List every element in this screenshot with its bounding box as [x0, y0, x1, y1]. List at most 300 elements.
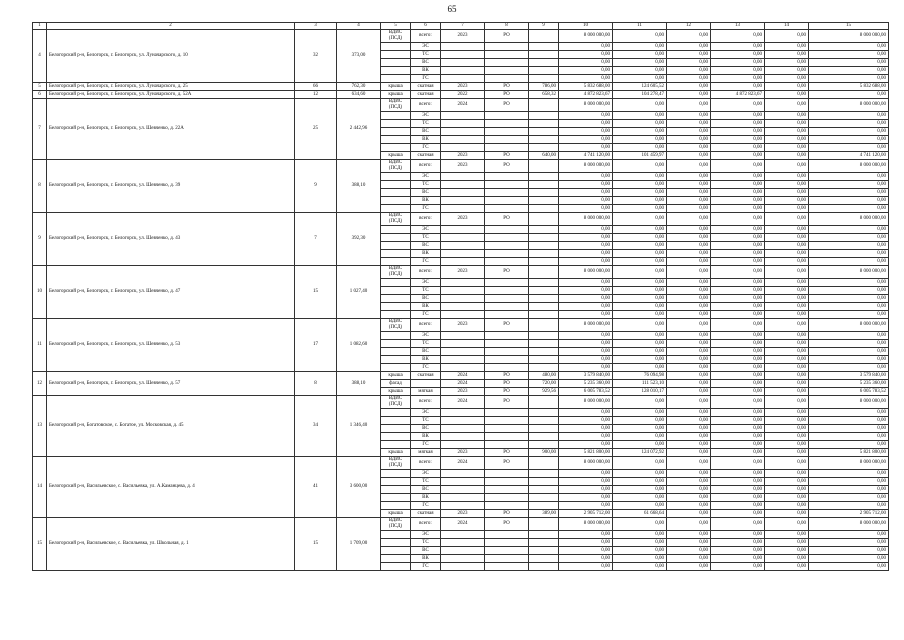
year-cell [441, 189, 485, 197]
work-subtype-cell: ВК [411, 250, 441, 258]
value-cell: 0,00 [765, 486, 809, 494]
value-cell: 0,00 [809, 303, 889, 311]
work-type-cell [381, 555, 411, 563]
value-cell: 3 579 840,00 [559, 372, 613, 380]
value-cell: 0,00 [711, 380, 765, 388]
work-subtype-cell: ВС [411, 242, 441, 250]
quantity-cell [529, 51, 559, 59]
value-cell: 3 579 840,00 [809, 372, 889, 380]
work-subtype-cell: ВК [411, 494, 441, 502]
quantity-cell [529, 67, 559, 75]
value-cell: 0,00 [711, 348, 765, 356]
work-subtype-cell: ЭС [411, 409, 441, 417]
quantity-cell [529, 181, 559, 189]
value-cell: 0,00 [711, 518, 765, 531]
year-cell: 2023 [441, 160, 485, 173]
row-number-cell: 7 [33, 99, 47, 160]
value-cell: 0,00 [809, 91, 889, 99]
value-cell: 0,00 [667, 539, 711, 547]
value-cell: 0,00 [711, 332, 765, 340]
column-number-cell: 11 [613, 23, 667, 30]
value-cell: 0,00 [667, 258, 711, 266]
quantity-cell [529, 43, 559, 51]
year-cell [441, 433, 485, 441]
value-cell: 8 000 000,00 [559, 160, 613, 173]
value-cell: 0,00 [711, 242, 765, 250]
value-cell: 0,00 [765, 348, 809, 356]
source-cell: РО [485, 99, 529, 112]
value-cell: 0,00 [809, 356, 889, 364]
value-cell: 0,00 [667, 364, 711, 372]
work-subtype-cell: ЭС [411, 470, 441, 478]
quantity-cell [529, 295, 559, 303]
table-row [33, 266, 889, 279]
work-type-cell [381, 364, 411, 372]
work-subtype-cell: всего: [411, 213, 441, 226]
value-cell: 0,00 [613, 348, 667, 356]
work-type-cell [381, 279, 411, 287]
value-cell: 0,00 [667, 563, 711, 571]
value-cell: 0,00 [613, 266, 667, 279]
value-cell: 0,00 [809, 311, 889, 319]
value-cell: 104 278,47 [613, 91, 667, 99]
work-subtype-cell: всего: [411, 457, 441, 470]
work-subtype-cell: ТС [411, 120, 441, 128]
source-cell: РО [485, 518, 529, 531]
year-cell: 2023 [441, 319, 485, 332]
source-cell: РО [485, 213, 529, 226]
address-cell: Белогорский р-н, Васильевское, с. Васильевка, ул. Школьная, д. 1 [47, 518, 295, 571]
value-cell: 0,00 [667, 396, 711, 409]
value-cell: 76 094,98 [613, 372, 667, 380]
source-cell [485, 486, 529, 494]
value-cell: 8 000 000,00 [559, 396, 613, 409]
work-subtype-cell: скатная [411, 510, 441, 518]
source-cell: РО [485, 388, 529, 396]
value-cell: 0,00 [667, 205, 711, 213]
value-cell: 5 832 688,00 [809, 83, 889, 91]
value-cell: 0,00 [809, 295, 889, 303]
value-cell: 0,00 [559, 226, 613, 234]
value-cell: 0,00 [559, 531, 613, 539]
repair-schedule-table [32, 22, 889, 571]
column-number-cell: 10 [559, 23, 613, 30]
value-cell: 0,00 [667, 380, 711, 388]
value-cell: 0,00 [711, 59, 765, 67]
value-cell: 6 005 783,52 [559, 388, 613, 396]
year-cell [441, 128, 485, 136]
value-cell: 0,00 [667, 295, 711, 303]
value-cell: 0,00 [809, 189, 889, 197]
work-type-cell: ВДИС (ПСД) [381, 160, 411, 173]
value-cell: 111 523,10 [613, 380, 667, 388]
work-subtype-cell: ВС [411, 348, 441, 356]
work-type-cell [381, 441, 411, 449]
source-cell [485, 555, 529, 563]
address-cell: Белогорский р-н, Белогорск, г. Белогорск, ул. Шевченко, д. 57 [47, 372, 295, 396]
value-cell: 0,00 [667, 250, 711, 258]
year-cell [441, 287, 485, 295]
value-cell: 0,00 [711, 120, 765, 128]
value-cell: 0,00 [711, 99, 765, 112]
col4-cell: 388,10 [337, 160, 381, 213]
source-cell [485, 128, 529, 136]
value-cell: 0,00 [613, 470, 667, 478]
year-cell [441, 120, 485, 128]
work-subtype-cell: ТС [411, 340, 441, 348]
source-cell [485, 112, 529, 120]
year-cell [441, 547, 485, 555]
quantity-cell [529, 287, 559, 295]
year-cell [441, 348, 485, 356]
value-cell: 0,00 [711, 555, 765, 563]
value-cell: 0,00 [559, 250, 613, 258]
quantity-cell [529, 258, 559, 266]
work-subtype-cell: всего: [411, 160, 441, 173]
table-row [33, 319, 889, 332]
column-number-cell: 15 [809, 23, 889, 30]
value-cell: 8 000 000,00 [809, 99, 889, 112]
value-cell: 0,00 [667, 67, 711, 75]
year-cell [441, 75, 485, 83]
value-cell: 0,00 [809, 226, 889, 234]
work-type-cell: крыша [381, 372, 411, 380]
value-cell: 0,00 [667, 441, 711, 449]
value-cell: 0,00 [559, 433, 613, 441]
value-cell: 4 872 823,67 [711, 91, 765, 99]
value-cell: 0,00 [667, 266, 711, 279]
year-cell [441, 181, 485, 189]
quantity-cell [529, 30, 559, 43]
year-cell [441, 478, 485, 486]
work-type-cell: крыша [381, 83, 411, 91]
value-cell: 0,00 [559, 409, 613, 417]
year-cell [441, 332, 485, 340]
address-cell: Белогорский р-н, Васильевское, с. Васильевка, ул. А.Каманцева, д. 4 [47, 457, 295, 518]
table-row [33, 396, 889, 409]
value-cell: 8 000 000,00 [559, 319, 613, 332]
work-type-cell [381, 51, 411, 59]
value-cell: 0,00 [667, 30, 711, 43]
quantity-cell [529, 417, 559, 425]
value-cell: 0,00 [613, 396, 667, 409]
value-cell: 0,00 [765, 388, 809, 396]
source-cell: РО [485, 266, 529, 279]
source-cell: РО [485, 160, 529, 173]
col4-cell: 2 442,96 [337, 99, 381, 160]
work-subtype-cell: ВС [411, 486, 441, 494]
value-cell: 0,00 [711, 30, 765, 43]
column-number-row [33, 23, 889, 30]
value-cell: 0,00 [613, 279, 667, 287]
work-type-cell: крыша [381, 388, 411, 396]
value-cell: 0,00 [809, 417, 889, 425]
value-cell: 0,00 [613, 128, 667, 136]
value-cell: 0,00 [667, 189, 711, 197]
value-cell: 0,00 [711, 136, 765, 144]
value-cell: 0,00 [809, 43, 889, 51]
value-cell: 0,00 [765, 396, 809, 409]
source-cell: РО [485, 457, 529, 470]
value-cell: 0,00 [667, 144, 711, 152]
source-cell [485, 417, 529, 425]
value-cell: 0,00 [667, 173, 711, 181]
quantity-cell [529, 250, 559, 258]
value-cell: 0,00 [559, 441, 613, 449]
value-cell: 0,00 [613, 539, 667, 547]
work-subtype-cell: ГС [411, 364, 441, 372]
value-cell: 0,00 [711, 510, 765, 518]
value-cell: 0,00 [613, 120, 667, 128]
value-cell: 0,00 [765, 364, 809, 372]
year-cell [441, 563, 485, 571]
work-subtype-cell: ВС [411, 189, 441, 197]
work-subtype-cell: ТС [411, 478, 441, 486]
year-cell: 2023 [441, 388, 485, 396]
year-cell [441, 356, 485, 364]
value-cell: 0,00 [667, 457, 711, 470]
value-cell: 0,00 [711, 83, 765, 91]
value-cell: 0,00 [559, 348, 613, 356]
value-cell: 0,00 [559, 478, 613, 486]
work-subtype-cell: ТС [411, 287, 441, 295]
source-cell: РО [485, 152, 529, 160]
value-cell: 0,00 [765, 409, 809, 417]
quantity-cell [529, 319, 559, 332]
value-cell: 0,00 [667, 91, 711, 99]
value-cell: 0,00 [809, 67, 889, 75]
value-cell: 0,00 [559, 75, 613, 83]
work-subtype-cell: ГС [411, 502, 441, 510]
address-cell: Белогорский р-н, Белогорск, г. Белогорск, ул. Луначарского, д. 52А [47, 91, 295, 99]
work-subtype-cell: ТС [411, 234, 441, 242]
value-cell: 0,00 [809, 112, 889, 120]
quantity-cell [529, 213, 559, 226]
value-cell: 0,00 [667, 372, 711, 380]
value-cell: 0,00 [613, 502, 667, 510]
address-cell: Белогорский р-н, Белогорск, г. Белогорск, ул. Луначарского, д. 10 [47, 30, 295, 83]
source-cell [485, 311, 529, 319]
column-number-cell: 6 [411, 23, 441, 30]
value-cell: 0,00 [613, 51, 667, 59]
value-cell: 0,00 [765, 181, 809, 189]
year-cell: 2024 [441, 518, 485, 531]
quantity-cell [529, 128, 559, 136]
source-cell: РО [485, 319, 529, 332]
table-row [33, 30, 889, 43]
year-cell [441, 279, 485, 287]
value-cell: 0,00 [613, 555, 667, 563]
value-cell: 0,00 [765, 258, 809, 266]
work-subtype-cell: всего: [411, 319, 441, 332]
value-cell: 0,00 [667, 518, 711, 531]
value-cell: 0,00 [559, 364, 613, 372]
value-cell: 0,00 [559, 547, 613, 555]
value-cell: 0,00 [559, 181, 613, 189]
work-type-cell: ВДИС (ПСД) [381, 319, 411, 332]
year-cell: 2024 [441, 457, 485, 470]
value-cell: 0,00 [711, 364, 765, 372]
work-type-cell [381, 486, 411, 494]
quantity-cell [529, 563, 559, 571]
value-cell: 0,00 [613, 287, 667, 295]
year-cell: 2023 [441, 30, 485, 43]
quantity-cell [529, 433, 559, 441]
column-number-cell: 1 [33, 23, 47, 30]
col4-cell: 634,60 [337, 91, 381, 99]
work-subtype-cell: мягкая [411, 388, 441, 396]
address-cell: Белогорский р-н, Белогорск, г. Белогорск, ул. Шевченко, д. 47 [47, 266, 295, 319]
col4-cell: 392,30 [337, 213, 381, 266]
quantity-cell [529, 470, 559, 478]
source-cell [485, 197, 529, 205]
source-cell [485, 234, 529, 242]
work-type-cell: фасад [381, 380, 411, 388]
year-cell: 2024 [441, 372, 485, 380]
year-cell [441, 494, 485, 502]
value-cell: 0,00 [559, 242, 613, 250]
work-type-cell: крыша [381, 152, 411, 160]
col3-cell: 15 [295, 266, 337, 319]
value-cell: 0,00 [613, 563, 667, 571]
source-cell [485, 136, 529, 144]
work-type-cell: ВДИС (ПСД) [381, 457, 411, 470]
work-subtype-cell: ВК [411, 555, 441, 563]
column-number-cell: 8 [485, 23, 529, 30]
column-number-cell: 7 [441, 23, 485, 30]
value-cell: 0,00 [559, 234, 613, 242]
value-cell: 8 000 000,00 [559, 30, 613, 43]
value-cell: 0,00 [809, 51, 889, 59]
quantity-cell [529, 226, 559, 234]
value-cell: 8 000 000,00 [559, 518, 613, 531]
year-cell [441, 144, 485, 152]
work-type-cell [381, 75, 411, 83]
source-cell [485, 242, 529, 250]
value-cell: 0,00 [809, 555, 889, 563]
source-cell [485, 303, 529, 311]
source-cell [485, 425, 529, 433]
value-cell: 0,00 [711, 189, 765, 197]
value-cell: 0,00 [711, 67, 765, 75]
col3-cell: 17 [295, 319, 337, 372]
value-cell: 0,00 [613, 67, 667, 75]
source-cell: РО [485, 91, 529, 99]
work-subtype-cell: ВК [411, 197, 441, 205]
quantity-cell [529, 441, 559, 449]
value-cell: 128 010,17 [613, 388, 667, 396]
value-cell: 0,00 [667, 388, 711, 396]
value-cell: 0,00 [711, 319, 765, 332]
work-type-cell [381, 494, 411, 502]
value-cell: 0,00 [765, 470, 809, 478]
value-cell: 4 741 120,00 [809, 152, 889, 160]
quantity-cell [529, 348, 559, 356]
value-cell: 0,00 [667, 242, 711, 250]
col3-cell: 34 [295, 396, 337, 457]
quantity-cell [529, 205, 559, 213]
quantity-cell [529, 136, 559, 144]
source-cell: РО [485, 396, 529, 409]
value-cell: 0,00 [667, 340, 711, 348]
value-cell: 0,00 [711, 250, 765, 258]
value-cell: 0,00 [711, 75, 765, 83]
value-cell: 0,00 [613, 409, 667, 417]
value-cell: 0,00 [613, 258, 667, 266]
value-cell: 0,00 [765, 83, 809, 91]
source-cell [485, 226, 529, 234]
work-type-cell [381, 409, 411, 417]
work-subtype-cell: ГС [411, 258, 441, 266]
value-cell: 0,00 [711, 197, 765, 205]
value-cell: 0,00 [809, 242, 889, 250]
source-cell [485, 75, 529, 83]
source-cell [485, 340, 529, 348]
value-cell: 0,00 [667, 510, 711, 518]
table-row [33, 457, 889, 470]
work-type-cell [381, 173, 411, 181]
quantity-cell [529, 425, 559, 433]
source-cell [485, 59, 529, 67]
value-cell: 0,00 [765, 547, 809, 555]
value-cell: 0,00 [613, 234, 667, 242]
quantity-cell [529, 332, 559, 340]
value-cell: 0,00 [711, 152, 765, 160]
value-cell: 0,00 [711, 295, 765, 303]
value-cell: 0,00 [667, 319, 711, 332]
quantity-cell [529, 160, 559, 173]
value-cell: 0,00 [559, 356, 613, 364]
row-number-cell: 4 [33, 30, 47, 83]
value-cell: 0,00 [559, 197, 613, 205]
value-cell: 124 072,92 [613, 449, 667, 457]
work-subtype-cell: всего: [411, 518, 441, 531]
work-type-cell: ВДИС (ПСД) [381, 396, 411, 409]
value-cell: 0,00 [559, 43, 613, 51]
column-number-cell: 13 [711, 23, 765, 30]
value-cell: 0,00 [711, 266, 765, 279]
value-cell: 0,00 [559, 563, 613, 571]
value-cell: 0,00 [613, 75, 667, 83]
value-cell: 0,00 [559, 173, 613, 181]
quantity-cell [529, 364, 559, 372]
work-type-cell: ВДИС (ПСД) [381, 518, 411, 531]
source-cell [485, 502, 529, 510]
source-cell [485, 181, 529, 189]
work-type-cell [381, 250, 411, 258]
work-subtype-cell: ЭС [411, 226, 441, 234]
column-number-cell: 2 [47, 23, 295, 30]
value-cell: 8 000 000,00 [559, 99, 613, 112]
quantity-cell [529, 494, 559, 502]
column-number-cell: 5 [381, 23, 411, 30]
year-cell [441, 470, 485, 478]
value-cell: 0,00 [613, 160, 667, 173]
work-subtype-cell: всего: [411, 30, 441, 43]
value-cell: 0,00 [667, 160, 711, 173]
value-cell: 0,00 [711, 470, 765, 478]
year-cell [441, 226, 485, 234]
quantity-cell [529, 303, 559, 311]
work-subtype-cell: всего: [411, 396, 441, 409]
value-cell: 0,00 [667, 120, 711, 128]
value-cell: 0,00 [667, 356, 711, 364]
value-cell: 0,00 [613, 226, 667, 234]
source-cell [485, 441, 529, 449]
value-cell: 2 905 712,00 [559, 510, 613, 518]
year-cell [441, 539, 485, 547]
source-cell [485, 356, 529, 364]
